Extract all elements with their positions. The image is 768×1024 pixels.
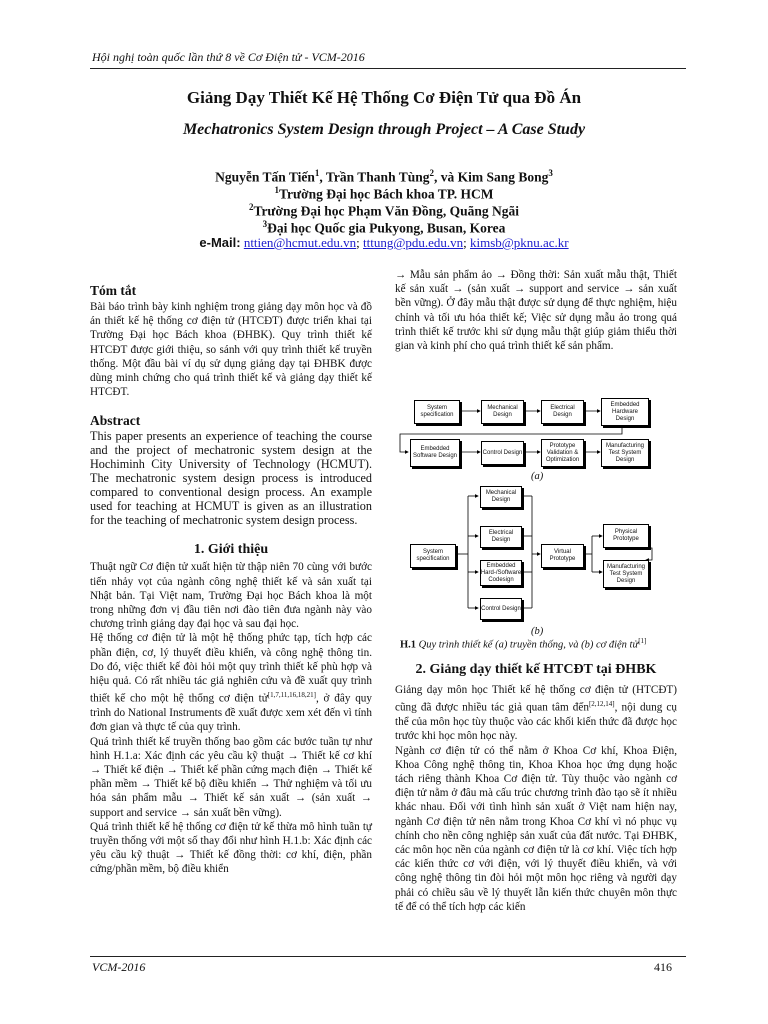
sec1-p2-text-a: Hệ thống cơ điện tử là một hệ thống phức tạp, tích hợp các phần điện, cơ, lý thuyết điều khiển, và công nghệ thông tin. Do đó, việc thiết kế đòi hỏi một quy trình thiết kế phù hợp và hiệu quả. Có rất nhiều tác giả nghiên cứu và đề xuất quy trình thiết kế cho một hệ thống cơ điện tử	[90, 632, 372, 705]
sec1-paragraph-4: Quá trình thiết kế hệ thống cơ điện tử kế thừa mô hình tuần tự truyền thống với một số thay đổi như hình H.1.b: Xác định các yêu cầu kỹ thuật → Thiết kế đồng thời: cơ khí, điện, phần cứng/phần mềm, bộ điều khiển	[90, 820, 372, 876]
author-3-sup: 3	[548, 168, 553, 178]
email-link-2[interactable]: tttung@pdu.edu.vn	[363, 235, 464, 250]
affiliation-1	[0, 185, 768, 203]
fig-b-box-electrical: Electrical Design	[480, 526, 522, 548]
author-2-sup: 2	[429, 168, 434, 178]
affiliation-1-name: Trường Đại học Bách khoa TP. HCM	[279, 186, 494, 202]
figure-b	[396, 486, 680, 636]
page-number: 416	[654, 960, 672, 974]
footer-left: VCM-2016	[92, 960, 146, 974]
email-link-1[interactable]: nttien@hcmut.edu.vn	[243, 235, 357, 250]
tomtat-heading: Tóm tắt	[90, 283, 137, 298]
sec2-paragraph-1	[395, 683, 677, 744]
author-3: , và Kim Sang Bong	[433, 169, 549, 185]
affiliation-1-sup: 1	[274, 185, 279, 195]
header-rule	[90, 68, 686, 69]
footer-rule	[90, 956, 686, 957]
sec1-paragraph-2	[90, 631, 372, 734]
fig-a-label: (a)	[531, 471, 544, 482]
email-label: e-Mail:	[199, 235, 241, 250]
right-top-paragraph: → Mẫu sản phẩm ảo → Đồng thời: Sản xuất mẫu thật, Thiết kế sản xuất → (sản xuất → support and service → sản xuất bền vững). Ở đây mẫu thật được sử dụng để thực nghiệm, hiệu chỉnh và tối ưu hóa thiết kế; Việc sử dụng mẫu ảo trong quá trình thiết kế trước khi sử dụng mẫu thật giúp giảm thiểu thời gian và kinh phí cho quá trình thiết kế sản phẩm.	[395, 269, 677, 353]
conference-header: Hội nghị toàn quốc lần thứ 8 về Cơ Điện tử - VCM-2016	[92, 50, 365, 64]
fig-a-box-control: Control Design	[481, 441, 524, 465]
abstract-text: This paper presents an experience of teaching the course and the project of mechatronic system design at the Hochiminh City University of Technology (HCMUT). The mechatronic system design process is introduced compared to conventional design process. An example used for teaching at HCMUT is given as an illustration for the teaching of mechatronic system design process.	[90, 429, 372, 528]
email-link-3[interactable]: kimsb@pknu.ac.kr	[469, 235, 569, 250]
fig-b-box-physical-prototype: Physical Prototype	[603, 524, 649, 548]
affiliation-2-name: Trường Đại học Phạm Văn Đồng, Quãng Ngãi	[253, 203, 520, 219]
sec1-paragraph-1: Thuật ngữ Cơ điện tử xuất hiện từ thập niên 70 cùng với bước tiến nhảy vọt của ngành công nghệ thiết kế và sản xuất tại Nhật bản. Tại Việt nam, Trường Đại học Bách khoa là một trong những đơn vị đầu tiên nơi đào tiên đưa ngành này vào chương trình giảng dạy đại học và sau đại học.	[90, 561, 372, 631]
sec2-paragraph-2: Ngành cơ điện tử có thể nằm ở Khoa Cơ khí, Khoa Điện, Khoa Công nghệ thông tin, Khoa Khoa học ứng dụng hoặc tách riêng thành Khoa Cơ điện tử. Tùy thuộc vào ngành cơ điện tử nằm ở đâu mà cấu trúc chương trình đào tạo sẽ ít nhiều khác nhau. Đối với tình hình sản xuất ở Việt nam hiện nay, ngành Cơ điện tử nên nằm trong Khoa Cơ khí vì nó phục vụ chính cho nền công nghiệp sản xuất của đất nước. Tại ĐHBK, các môn học nền của ngành cơ điện tử là cơ khí. Việc tích hợp các kiến thức cơ với điện, với lý thuyết điều khiển, và với công nghệ thông tin đòi hỏi một môn học riêng và người dạy phải có chiều sâu về lý thuyết lẫn kiến thức chuyên môn thực tế để có thể tích hợp các kiến	[395, 744, 677, 913]
email-row	[0, 235, 768, 251]
abstract-heading: Abstract	[90, 413, 141, 429]
fig-b-box-mechanical: Mechanical Design	[480, 486, 522, 508]
caption-text: Quy trình thiết kế (a) truyền thống, và (b) cơ điện tử	[416, 639, 639, 651]
fig-a-box-embedded-sw: Embedded Software Design	[410, 439, 460, 467]
title-vietnamese: Giảng Dạy Thiết Kế Hệ Thống Cơ Điện Tử qua Đồ Án	[186, 88, 582, 107]
affiliation-3-name: Đại học Quốc gia Pukyong, Busan, Korea	[267, 220, 506, 236]
fig-a-box-system-spec: System specification	[414, 400, 460, 424]
email-sep-1: ;	[356, 235, 364, 250]
sec2-p1-text-a: Giảng dạy môn học Thiết kế hệ thống cơ điện tử (HTCĐT) cũng đã được nhiều tác giả quan tâm đến	[395, 684, 677, 714]
fig-a-box-embedded-hw: Embedded Hardware Design	[601, 398, 649, 426]
section-1-heading: 1. Giới thiệu	[193, 542, 269, 558]
left-column	[90, 283, 372, 877]
fig-b-box-system-spec: System specification	[410, 544, 456, 568]
fig-b-box-manufacturing: Manufacturing Test System Design	[603, 560, 649, 588]
affiliation-3-sup: 3	[262, 219, 268, 229]
section-1-body	[90, 560, 372, 876]
author-1: Nguyễn Tấn Tiến	[215, 169, 315, 185]
fig-b-box-virtual-prototype: Virtual Prototype	[541, 544, 584, 568]
sec1-p2-ref: [1,7,11,16,18,21]	[267, 691, 316, 700]
affiliation-2	[0, 202, 768, 220]
author-2: , Trần Thanh Tùng	[319, 169, 430, 185]
affiliation-3	[0, 219, 768, 237]
sec2-p1-ref: [2,12,14]	[588, 700, 615, 709]
fig-a-box-prototype: Prototype Validation & Optimization	[541, 439, 584, 467]
sec2-p1-text-b: , nội dung cụ thể của môn học tùy thuộc vào các khối kiến thức đã được học trước khi học môn học này.	[395, 701, 677, 743]
figure-caption	[400, 637, 646, 651]
tomtat-text: Bài báo trình bày kinh nghiệm trong giảng dạy môn học và đồ án thiết kế hệ thống cơ điện tử (HTCĐT) được triển khai tại Trường Đại học Bách khoa (ĐHBK). Quy trình thiết kế HTCĐT được giới thiệu, so sánh với quy trình thiết kế truyền thống. Một đầu bài ví dụ sử dụng giảng dạy tại ĐHBK được dùng minh chứng cho quá trình thiết kế và giảng dạy thiết kế HTCĐT.	[90, 301, 372, 399]
author-1-sup: 1	[314, 168, 320, 178]
fig-a-box-electrical: Electrical Design	[541, 400, 584, 424]
caption-label: H.1	[400, 639, 417, 651]
section-2-body	[395, 683, 677, 914]
fig-b-label: (b)	[531, 626, 544, 637]
affiliation-2-sup: 2	[248, 202, 254, 212]
fig-b-box-hw-sw-codesign: Embedded Hard-/Software Codesign	[480, 560, 522, 586]
figure-a	[396, 392, 680, 488]
fig-b-box-control: Control Design	[480, 598, 522, 620]
sec1-p2-text-b: , ở đây quy trình do National Instruments đề xuất được xem xét đến vì tính đơn gian và thực tế của quy trình.	[90, 692, 372, 734]
fig-a-box-mechanical: Mechanical Design	[481, 400, 524, 424]
email-sep-2: ;	[463, 235, 470, 250]
title-english: Mechatronics System Design through Project – A Case Study	[182, 121, 586, 138]
section-2-heading: 2. Giảng dạy thiết kế HTCĐT tại ĐHBK	[415, 662, 657, 677]
sec1-paragraph-3: Quá trình thiết kế truyền thống bao gồm các bước tuần tự như hình H.1.a: Xác định các yêu cầu kỹ thuật → Thiết kế cơ khí → Thiết kế điện → Thiết kế phần cứng mạch điện → Thiết kế phần mềm → Thiết kế bộ điều khiển → Thử nghiệm và tối ưu hóa sản phẩm mẫu → Thiết kế sản xuất → (sản xuất → support and service → sản xuất bền vững).	[90, 735, 372, 819]
caption-ref: [1]	[638, 637, 647, 645]
fig-a-box-manufacturing: Manufacturing Test System Design	[601, 439, 649, 467]
authors-line	[0, 168, 768, 186]
